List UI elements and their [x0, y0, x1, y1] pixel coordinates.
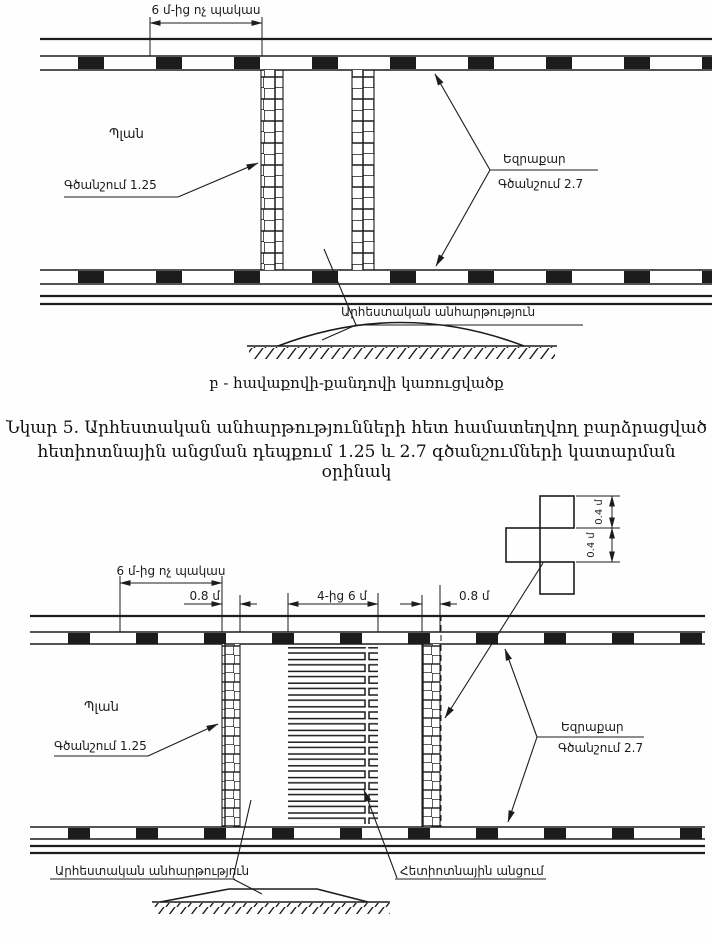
top-curb-band: [30, 632, 705, 644]
checker-strip-left: [261, 70, 283, 270]
speed-bump-side-view: [247, 323, 557, 360]
artificial-bump-label: Արհեստական անհարթություն: [55, 864, 250, 878]
artificial-bump-label: Արհեստական անհարթություն: [341, 305, 536, 319]
marking-27-label: Գծանշում 2.7: [558, 741, 644, 755]
curb-callout-fork: [505, 649, 644, 822]
bottom-curb-band: [40, 270, 712, 284]
checker-strip-right: [422, 644, 440, 827]
figure-caption-line1: Նկար 5. Արհեստական անհարթությունների հետ համատեղվող բարձրացված: [6, 418, 707, 438]
curb-callout-fork: [435, 74, 598, 266]
curb-label: Եզրաքար: [503, 152, 566, 166]
detail-dim1-label: 0.4 մ: [594, 499, 605, 525]
dim-6m-label: 6 մ-ից ոչ պակաս: [116, 564, 226, 578]
diagram2-plan-view: [0, 475, 713, 938]
checker-strip-right: [352, 70, 374, 270]
checker-strip-left: [222, 644, 240, 827]
speed-bump-trapezoid: [160, 889, 368, 902]
dim-08-right: [400, 585, 490, 632]
plan-label: Պլան: [84, 700, 119, 715]
figure-caption-line2: հետիոտնային անցման դեպքում 1.25 և 2.7 գծանշումների կատարման օրինակ: [37, 442, 676, 482]
checker-detail: [445, 496, 620, 718]
plan-label: Պլան: [109, 127, 144, 142]
dim-4-6m-label: 4-ից 6 մ: [316, 589, 368, 603]
marking-125-callout: [54, 724, 218, 756]
dim-6m: [150, 3, 262, 56]
bottom-curb-band: [30, 827, 705, 839]
dim-08-right-label: 0.8 մ: [459, 589, 490, 603]
curb-label: Եզրաքար: [561, 720, 624, 734]
ground-hatching: [249, 347, 555, 359]
ground-hatching: [154, 903, 390, 914]
dim-08-left: [184, 589, 257, 632]
marking-125-label: Գծանշում 1.25: [54, 739, 147, 753]
dim-6m-label: 6 մ-ից ոչ պակաս: [151, 3, 261, 17]
zebra-crossing: [288, 647, 378, 824]
dim-4-6m: [288, 589, 378, 632]
top-curb-band: [40, 56, 712, 70]
pedestrian-crossing-label: Հետիոտնային անցում: [400, 864, 544, 878]
speed-bump-dome: [278, 323, 524, 347]
marking-125-label: Գծանշում 1.25: [64, 178, 157, 192]
speed-bump-side-view: [152, 889, 390, 914]
marking-125-callout: [64, 163, 258, 197]
diagram1-plan-view: [0, 0, 713, 412]
subfigure-caption: բ - հավաքովի-քանդովի կառուցվածք: [209, 374, 504, 392]
marking-27-label: Գծանշում 2.7: [498, 177, 584, 191]
dim-08-left-label: 0.8 մ: [189, 589, 220, 603]
detail-dim2-label: 0.4 մ: [586, 532, 597, 558]
